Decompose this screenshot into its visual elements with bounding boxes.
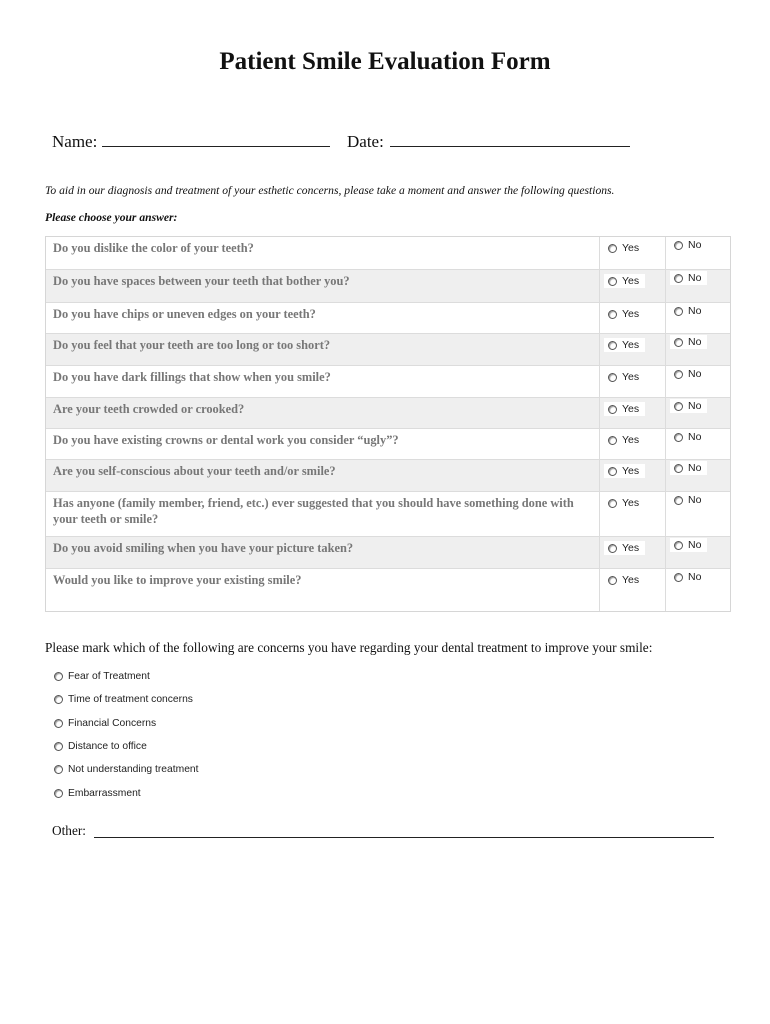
no-label: No	[688, 336, 702, 348]
date-field[interactable]	[390, 146, 630, 147]
radio-icon[interactable]	[608, 341, 617, 350]
concerns-intro: Please mark which of the following are concerns you have regarding your dental treatment to improve your smile:	[45, 640, 653, 655]
radio-icon[interactable]	[608, 499, 617, 508]
concern-label: Distance to office	[68, 740, 147, 752]
no-option[interactable]	[670, 238, 707, 252]
radio-icon[interactable]	[54, 765, 63, 774]
radio-icon[interactable]	[608, 544, 617, 553]
radio-icon[interactable]	[54, 789, 63, 798]
question-row	[46, 568, 730, 611]
yes-option[interactable]	[604, 402, 645, 416]
question-text: Do you have chips or uneven edges on your teeth?	[53, 307, 316, 321]
question-text: Do you feel that your teeth are too long or too short?	[53, 338, 331, 352]
question-row	[46, 365, 730, 397]
question-text: Has anyone (family member, friend, etc.) ever suggested that you should have something done with your teeth or smile?	[53, 496, 574, 526]
yes-option[interactable]	[604, 338, 645, 352]
no-label: No	[688, 239, 702, 251]
radio-icon[interactable]	[674, 338, 683, 347]
concern-label: Financial Concerns	[68, 717, 157, 729]
no-option[interactable]	[670, 304, 707, 318]
no-label: No	[688, 571, 702, 583]
no-label: No	[688, 400, 702, 412]
yes-label: Yes	[622, 275, 640, 287]
question-row	[46, 269, 730, 302]
yes-option[interactable]	[604, 541, 645, 555]
question-text: Do you have spaces between your teeth that bother you?	[53, 274, 350, 288]
question-row	[46, 536, 730, 568]
question-text: Do you dislike the color of your teeth?	[53, 241, 254, 255]
concern-option[interactable]	[54, 764, 199, 775]
concern-label: Fear of Treatment	[68, 671, 150, 682]
no-option[interactable]	[670, 430, 707, 444]
no-option[interactable]	[670, 367, 707, 381]
yes-label: Yes	[622, 371, 640, 383]
radio-icon[interactable]	[54, 672, 63, 681]
no-option[interactable]	[670, 335, 707, 349]
radio-icon[interactable]	[674, 464, 683, 473]
no-option[interactable]	[670, 570, 707, 584]
date-label: Date:	[347, 132, 384, 151]
question-text: Are your teeth crowded or crooked?	[53, 402, 245, 416]
question-row	[46, 397, 730, 428]
concern-option[interactable]	[54, 718, 156, 729]
name-field[interactable]	[102, 146, 330, 147]
question-row	[46, 333, 730, 365]
question-text: Are you self-conscious about your teeth and/or smile?	[53, 464, 336, 478]
yes-label: Yes	[622, 242, 640, 254]
radio-icon[interactable]	[674, 496, 683, 505]
question-text: Would you like to improve your existing smile?	[53, 573, 302, 587]
concern-label: Embarrassment	[68, 787, 141, 799]
no-option[interactable]	[670, 271, 707, 285]
no-label: No	[688, 368, 702, 380]
yes-label: Yes	[622, 574, 640, 586]
choose-label: Please choose your answer:	[45, 211, 178, 224]
question-text: Do you have dark fillings that show when you smile?	[53, 370, 331, 384]
other-field[interactable]	[94, 837, 714, 838]
no-label: No	[688, 431, 702, 443]
no-label: No	[688, 462, 702, 474]
concern-option[interactable]	[54, 671, 150, 682]
radio-icon[interactable]	[608, 310, 617, 319]
other-row	[52, 823, 86, 839]
yes-label: Yes	[622, 308, 640, 320]
radio-icon[interactable]	[674, 541, 683, 550]
question-text: Do you have existing crowns or dental work you consider “ugly”?	[53, 433, 399, 447]
radio-icon[interactable]	[674, 274, 683, 283]
intro-text: To aid in our diagnosis and treatment of your esthetic concerns, please take a moment and answer the following questions.	[45, 184, 615, 197]
question-text: Do you avoid smiling when you have your picture taken?	[53, 541, 354, 555]
page-title: Patient Smile Evaluation Form	[219, 48, 551, 75]
yes-label: Yes	[622, 434, 640, 446]
yes-option[interactable]	[604, 573, 645, 587]
no-option[interactable]	[670, 538, 707, 552]
radio-icon[interactable]	[608, 405, 617, 414]
radio-icon[interactable]	[674, 241, 683, 250]
no-label: No	[688, 539, 702, 551]
yes-option[interactable]	[604, 274, 645, 288]
yes-option[interactable]	[604, 464, 645, 478]
question-row	[46, 237, 730, 269]
concern-option[interactable]	[54, 788, 141, 799]
no-option[interactable]	[670, 399, 707, 413]
radio-icon[interactable]	[674, 307, 683, 316]
no-label: No	[688, 305, 702, 317]
yes-label: Yes	[622, 403, 640, 415]
radio-icon[interactable]	[608, 277, 617, 286]
radio-icon[interactable]	[54, 742, 63, 751]
no-option[interactable]	[670, 493, 707, 507]
no-option[interactable]	[670, 461, 707, 475]
concern-option[interactable]	[54, 741, 147, 752]
yes-option[interactable]	[604, 370, 645, 384]
yes-option[interactable]	[604, 307, 645, 321]
no-label: No	[688, 494, 702, 506]
name-label: Name:	[52, 132, 98, 151]
yes-option[interactable]	[604, 241, 645, 255]
questions-table	[45, 236, 731, 612]
radio-icon[interactable]	[54, 719, 63, 728]
question-row	[46, 428, 730, 459]
radio-icon[interactable]	[674, 370, 683, 379]
radio-icon[interactable]	[674, 573, 683, 582]
radio-icon[interactable]	[608, 244, 617, 253]
radio-icon[interactable]	[608, 467, 617, 476]
yes-label: Yes	[622, 465, 640, 477]
radio-icon[interactable]	[608, 576, 617, 585]
radio-icon[interactable]	[608, 436, 617, 445]
other-label: Other:	[52, 823, 86, 838]
radio-icon[interactable]	[674, 433, 683, 442]
concern-option[interactable]	[54, 694, 193, 705]
radio-icon[interactable]	[608, 373, 617, 382]
radio-icon[interactable]	[54, 695, 63, 704]
yes-option[interactable]	[604, 433, 645, 447]
radio-icon[interactable]	[674, 402, 683, 411]
question-row	[46, 459, 730, 491]
yes-label: Yes	[622, 339, 640, 351]
concern-label: Not understanding treatment	[68, 764, 199, 776]
no-label: No	[688, 272, 702, 284]
question-row	[46, 302, 730, 333]
yes-option[interactable]	[604, 496, 645, 510]
yes-label: Yes	[622, 497, 640, 509]
question-row	[46, 491, 730, 536]
yes-label: Yes	[622, 542, 640, 554]
concern-label: Time of treatment concerns	[68, 694, 193, 706]
